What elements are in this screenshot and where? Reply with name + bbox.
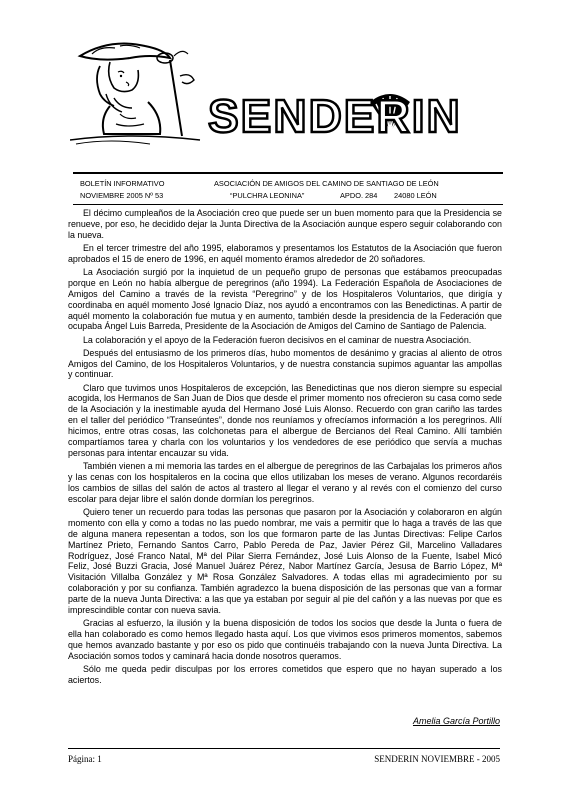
masthead-title-text: SENDERIN	[208, 92, 462, 138]
article-paragraph: En el tercer trimestre del año 1995, elaboramos y presentamos los Estatutos de la Asociación que fueron aprobados el 15 de enero de 1996, en aquél momento éramos alrededor de 20 soñadores.	[68, 242, 502, 264]
article-paragraph: Después del entusiasmo de los primeros días, hubo momentos de desánimo y gracias al aliento de otros Amigos del Camino, de los Hospitaleros Voluntarios, y de nuestra constancia supimos aguantar las ampollas y continuar.	[68, 347, 502, 380]
issue-label: NOVIEMBRE 2005 Nº 53	[80, 191, 164, 200]
association-name: ASOCIACIÓN DE AMIGOS DEL CAMINO DE SANTIAGO DE LEÓN	[214, 179, 439, 188]
footer-publication: SENDERIN NOVIEMBRE - 2005	[374, 754, 500, 764]
article-paragraph: La colaboración y el apoyo de la Federación fueron decisivos en el caminar de nuestra Asociación.	[83, 334, 472, 345]
footer-rule	[68, 748, 500, 749]
article-paragraph: La Asociación surgió por la inquietud de un pequeño grupo de personas que estábamos preocupadas porque en León no había albergue de peregrinos (año 1994). La Federación Española de Asociaciones de Amigos del Camino a través de la revista “Peregrino” y de los Hospitaleros Voluntarios, que dirigía y coordinaba en aquél momento José Ignacio Díaz, nos ayudó a encontramos con las Benedictinas. A partir de aquél momento la colaboración fue mutua y en aumento, también desde la presidencia de la Federación que ocupaba Ángel Luis Barreda, Presidente de la Asociación de Amigos del Camino de Santiago de Palencia.	[68, 266, 502, 332]
article-paragraph: Quiero tener un recuerdo para todas las personas que pasaron por la Asociación y colaboraron en algún momento con ella y como a todas no las puedo nombrar, me vais a permitir que lo haga a través de las que de alguna manera repesentan a todos, son los que formaron parte de las Juntas Directivas: Felipe Carlos Martínez Prieto, Fernando Santos Carro, Pablo Pereda de Paz, Javier Pérez Gil, Marcelino Valladares Rodríguez, José Franco Natal, Mª del Pilar Sierra Fernández, José Luis Alonso de la Fuente, Isabel Micó Feliz, José Buzzi Gracia, José Manuel Juárez Pérez, Nabor Martínez García, Jesusa de Barrio López, Mª Visitación Villalba González y Mª Rosa González Salvadores. A todas ellas mi agradecimiento por su colaboración y por su confianza. También agradezco la buena disposición de las personas que van a formar parte de la nueva Junta Directiva: a las que ya estaban por seguir al pie del cañón y a las nuevas por que es imprescindible contar con nueva savia.	[68, 506, 502, 616]
info-rule	[73, 204, 503, 205]
article-paragraph: El décimo cumpleaños de la Asociación creo que puede ser un buen momento para que la Presidencia se renueve, por eso, he decidido dejar la Junta Directiva de la Asociación aunque espero seguir colaborando con la nueva.	[68, 208, 502, 240]
article-paragraph: También vienen a mi memoria las tardes en el albergue de peregrinos de las Carbajalas los primeros años y las cenas con los hospitaleros en la cocina que ellos utilizaban los meses de verano. Algunos recordaréis los cambios de sillas del salón de actos al trastero al llegar el verano y al revés con el comienzo del curso escolar para dejar libre el salón donde dormían los peregrinos.	[68, 461, 502, 504]
article-paragraph: Gracias al esfuerzo, la ilusión y la buena disposición de todos los socios que desde la Junta o fuera de ella han colaborado es como hemos llegado hasta aquí. Los que vivimos esos primeros momentos, sabemos que hemos avanzado bastante y por eso os pido que continuéis trabajando con la nueva Junta Directiva. La Asociación somos todos y caminará hacia donde nosotros queramos.	[68, 618, 502, 661]
author-signature: Amelia García Portillo	[412, 716, 500, 726]
article-body	[68, 208, 502, 688]
article-paragraph: Sólo me queda pedir disculpas por los errores cometidos que espero que no hayan superado a los aciertos.	[68, 663, 502, 685]
po-box: APDO. 284	[340, 191, 378, 200]
bulletin-info	[80, 178, 500, 202]
association-motto: “PULCHRA LEONINA”	[230, 191, 305, 200]
article-paragraph: Claro que tuvimos unos Hospitaleros de excepción, las Benedictinas que nos dieron siempre su especial acogida, los Hermanos de San Juan de Dios que desde el primer momento nos ofrecieron su casa como sede de la Asociación y la inestimable ayuda del Hermano José Luis Alonso. Recuerdo con gran cariño las tardes en el taller del periódico “Transeúntes”, donde nos reuníamos y ofrecíamos información a los peregrinos. Allí hicimos, entre otras cosas, las colchonetas para el albergue de Bercianos del Real Camino. Allí también compartíamos tarea y charla con los voluntarios y los vendedores de ese periódico que servía a muchas personas para intentar encauzar su vida.	[68, 382, 502, 458]
header-rule	[73, 172, 503, 174]
bulletin-label: BOLETÍN INFORMATIVO	[80, 179, 165, 188]
masthead-title	[206, 92, 506, 138]
postcode: 24080 LEÓN	[394, 191, 437, 200]
page-number: Página: 1	[68, 754, 102, 764]
masthead-logo	[70, 36, 510, 148]
